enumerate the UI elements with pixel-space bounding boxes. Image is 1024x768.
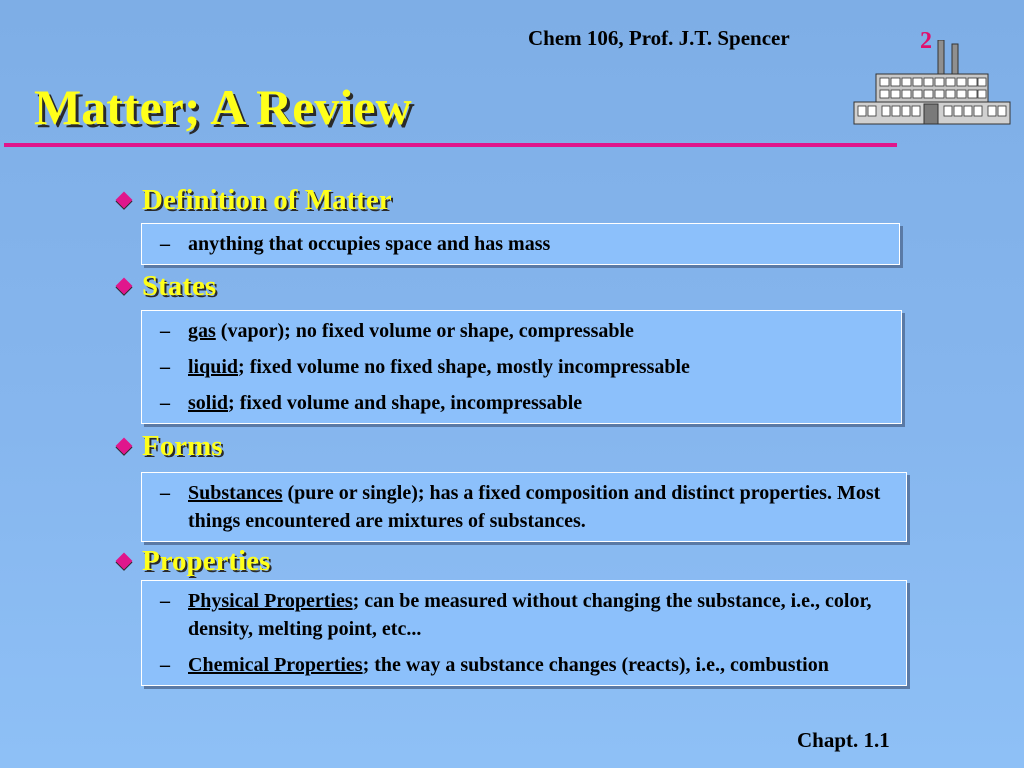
item-text: ; can be measured without changing the substance, i.e., color, density, melting point, etc... xyxy=(188,590,872,640)
item-term: Substances xyxy=(188,482,283,504)
diamond-bullet-icon xyxy=(116,277,133,294)
item-text: (pure or single); has a fixed composition and distinct properties. Most things encountered are mixtures of substances. xyxy=(188,482,881,532)
bullet-definition xyxy=(112,184,392,217)
dash: – xyxy=(160,233,170,255)
bullet-forms xyxy=(112,430,223,463)
item-text: anything that occupies space and has mass xyxy=(188,233,551,255)
item-term: liquid xyxy=(188,356,239,378)
states-box xyxy=(141,310,902,424)
item-term: Chemical Properties xyxy=(188,654,363,676)
slide-number: 2 xyxy=(920,28,932,54)
item-text: ; fixed volume no fixed shape, mostly incompressable xyxy=(238,356,690,378)
item-text: ; the way a substance changes (reacts), i.e., combustion xyxy=(362,654,829,676)
list-item xyxy=(160,587,894,643)
factory-icon xyxy=(852,40,1012,126)
bullet-label: Properties xyxy=(142,545,271,577)
list-item xyxy=(160,389,889,417)
item-text: (vapor); no fixed volume or shape, compressable xyxy=(215,320,634,342)
forms-box xyxy=(141,472,907,542)
list-item xyxy=(160,353,889,381)
properties-box xyxy=(141,580,907,686)
item-text: ; fixed volume and shape, incompressable xyxy=(228,392,583,414)
dash: – xyxy=(160,590,170,612)
slide-title: Matter; A Review xyxy=(34,79,412,135)
diamond-bullet-icon xyxy=(116,437,133,454)
item-term: gas xyxy=(188,320,216,342)
bullet-label: States xyxy=(142,270,217,302)
list-item xyxy=(160,651,894,679)
list-item xyxy=(160,317,889,345)
list-item xyxy=(160,230,887,258)
list-item xyxy=(160,479,894,535)
item-term: Physical Properties xyxy=(188,590,353,612)
title-underline xyxy=(4,143,897,147)
dash: – xyxy=(160,654,170,676)
bullet-label: Definition of Matter xyxy=(142,184,392,216)
dash: – xyxy=(160,482,170,504)
header-credit: Chem 106, Prof. J.T. Spencer xyxy=(528,26,790,50)
diamond-bullet-icon xyxy=(116,191,133,208)
diamond-bullet-icon xyxy=(116,552,133,569)
footer-chapter: Chapt. 1.1 xyxy=(797,728,890,752)
definition-box xyxy=(141,223,900,265)
bullet-label: Forms xyxy=(142,430,223,462)
bullet-properties xyxy=(112,545,270,578)
dash: – xyxy=(160,356,170,378)
bullet-states xyxy=(112,270,216,303)
dash: – xyxy=(160,392,170,414)
item-term: solid xyxy=(188,392,229,414)
dash: – xyxy=(160,320,170,342)
